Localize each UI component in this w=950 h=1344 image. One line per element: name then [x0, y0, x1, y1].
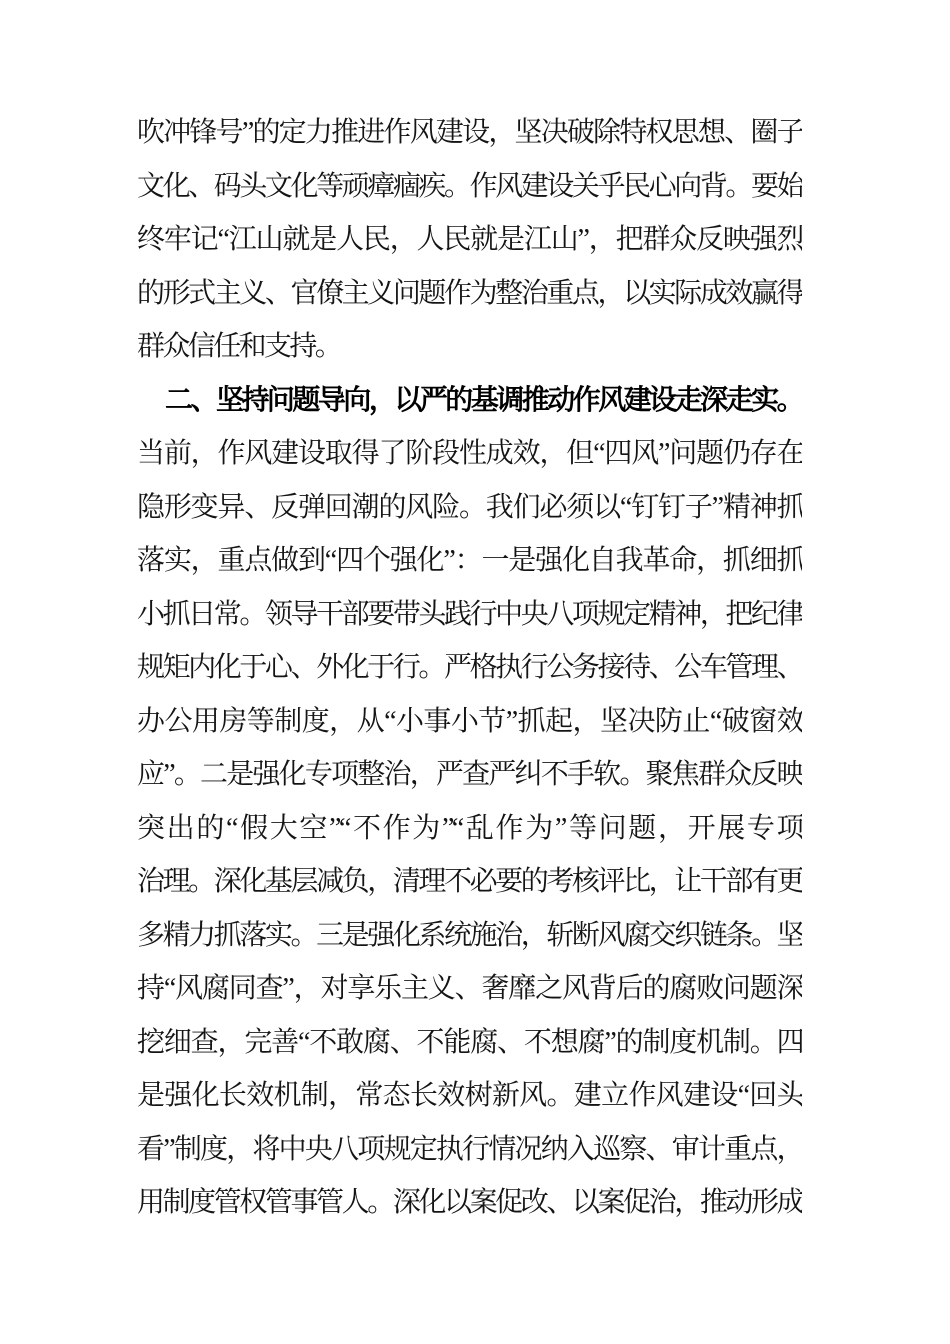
section-heading-line: 二、坚持问题导向，以严的基调推动作风建设走深走实。 [165, 384, 802, 416]
body-text-line: 应”。二是强化专项整治，严查严纠不手软。聚焦群众反映 [137, 759, 802, 790]
body-text-line: 用制度管权管事管人。深化以案促改、以案促治，推动形成 [137, 1187, 802, 1218]
body-text-line: 持“风腐同查”，对享乐主义、奢靡之风背后的腐败问题深 [137, 973, 802, 1004]
body-text-line: 是强化长效机制，常态长效树新风。建立作风建设“回头 [137, 1080, 802, 1111]
body-text-line: 群众信任和支持。 [137, 331, 341, 362]
document-body [137, 106, 802, 1230]
body-text-line: 挖细查，完善“不敢腐、不能腐、不想腐”的制度机制。四 [137, 1026, 802, 1058]
body-text-line: 文化、码头文化等顽瘴痼疾。作风建设关乎民心向背。要始 [137, 170, 802, 202]
body-text-line: 隐形变异、反弹回潮的风险。我们必须以“钉钉子”精神抓 [137, 491, 802, 523]
body-text-line: 突出的“假大空”“不作为”“乱作为”等问题，开展专项 [137, 812, 802, 844]
body-text-line: 落实，重点做到“四个强化”：一是强化自我革命，抓细抓 [137, 545, 802, 576]
body-text-line: 终牢记“江山就是人民，人民就是江山”，把群众反映强烈 [137, 224, 802, 255]
body-text-line: 规矩内化于心、外化于行。严格执行公务接待、公车管理、 [137, 652, 802, 683]
body-text-line: 当前，作风建设取得了阶段性成效，但“四风”问题仍存在 [137, 438, 802, 469]
body-text-line: 治理。深化基层减负，清理不必要的考核评比，让干部有更 [137, 866, 802, 897]
body-text-line: 的形式主义、官僚主义问题作为整治重点，以实际成效赢得 [137, 277, 802, 309]
body-text-line: 小抓日常。领导干部要带头践行中央八项规定精神，把纪律 [137, 598, 802, 630]
body-text-line: 看”制度，将中央八项规定执行情况纳入巡察、审计重点， [137, 1133, 802, 1165]
body-text-line: 吹冲锋号”的定力推进作风建设，坚决破除特权思想、圈子 [137, 117, 802, 148]
body-text-line: 办公用房等制度，从“小事小节”抓起，坚决防止“破窗效 [137, 705, 802, 737]
body-text-line: 多精力抓落实。三是强化系统施治，斩断风腐交织链条。坚 [137, 919, 802, 951]
